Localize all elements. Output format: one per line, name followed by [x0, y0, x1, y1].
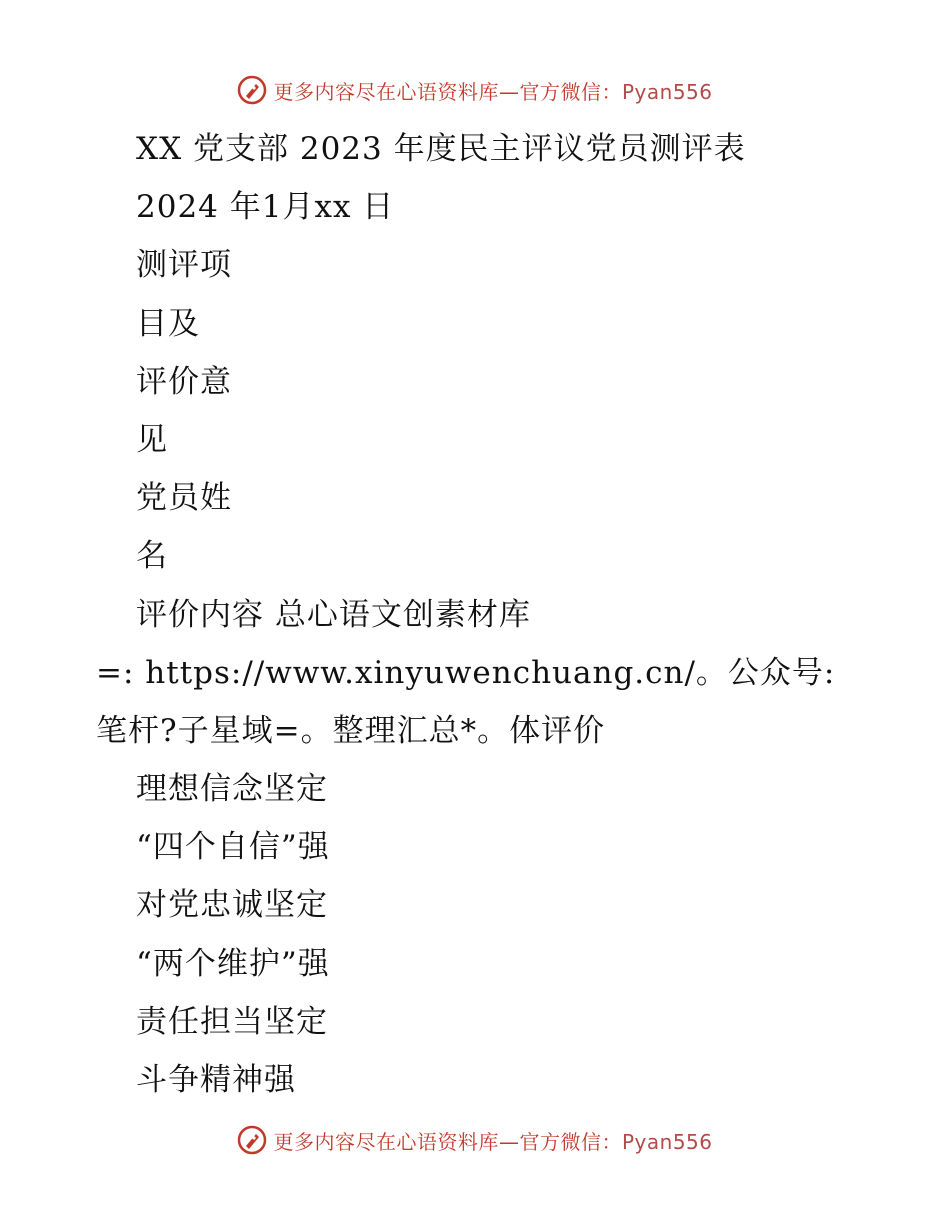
pen-nib-logo-icon: [237, 75, 267, 105]
pen-nib-logo-icon: [237, 1125, 267, 1155]
text-line: 对党忠诚坚定: [136, 887, 328, 924]
text-line: 名: [136, 538, 168, 575]
watermark-text: 更多内容尽在心语资料库—官方微信：Pyan556: [273, 1129, 713, 1154]
text-line: 评价内容 总心语文创素材库: [136, 596, 531, 633]
text-line: 评价意: [136, 363, 232, 400]
text-line: 斗争精神强: [136, 1062, 296, 1098]
watermark-text: 更多内容尽在心语资料库—官方微信：Pyan556: [273, 79, 713, 104]
watermark-banner-top: [0, 70, 950, 110]
text-line: “两个维护”强: [136, 945, 330, 982]
text-line: 党员姓: [136, 480, 232, 517]
text-line: 测评项: [136, 247, 232, 284]
watermark-banner-bottom: [0, 1120, 950, 1160]
text-line: 责任担当坚定: [136, 1003, 328, 1040]
text-line: “四个自信”强: [136, 829, 330, 866]
text-line-url: =: https://www.xinyuwenchuang.cn/。公众号:: [96, 654, 836, 691]
text-line: 目及: [136, 305, 200, 342]
document-body: [0, 120, 950, 1109]
document-title: XX 党支部 2023 年度民主评议党员测评表: [136, 131, 746, 167]
document-date: 2024 年1月xx 日: [136, 189, 395, 226]
text-line: 笔杆?子星域=。整理汇总*。体评价: [96, 712, 606, 749]
text-line: 见: [136, 421, 168, 458]
text-line: 理想信念坚定: [136, 771, 328, 808]
